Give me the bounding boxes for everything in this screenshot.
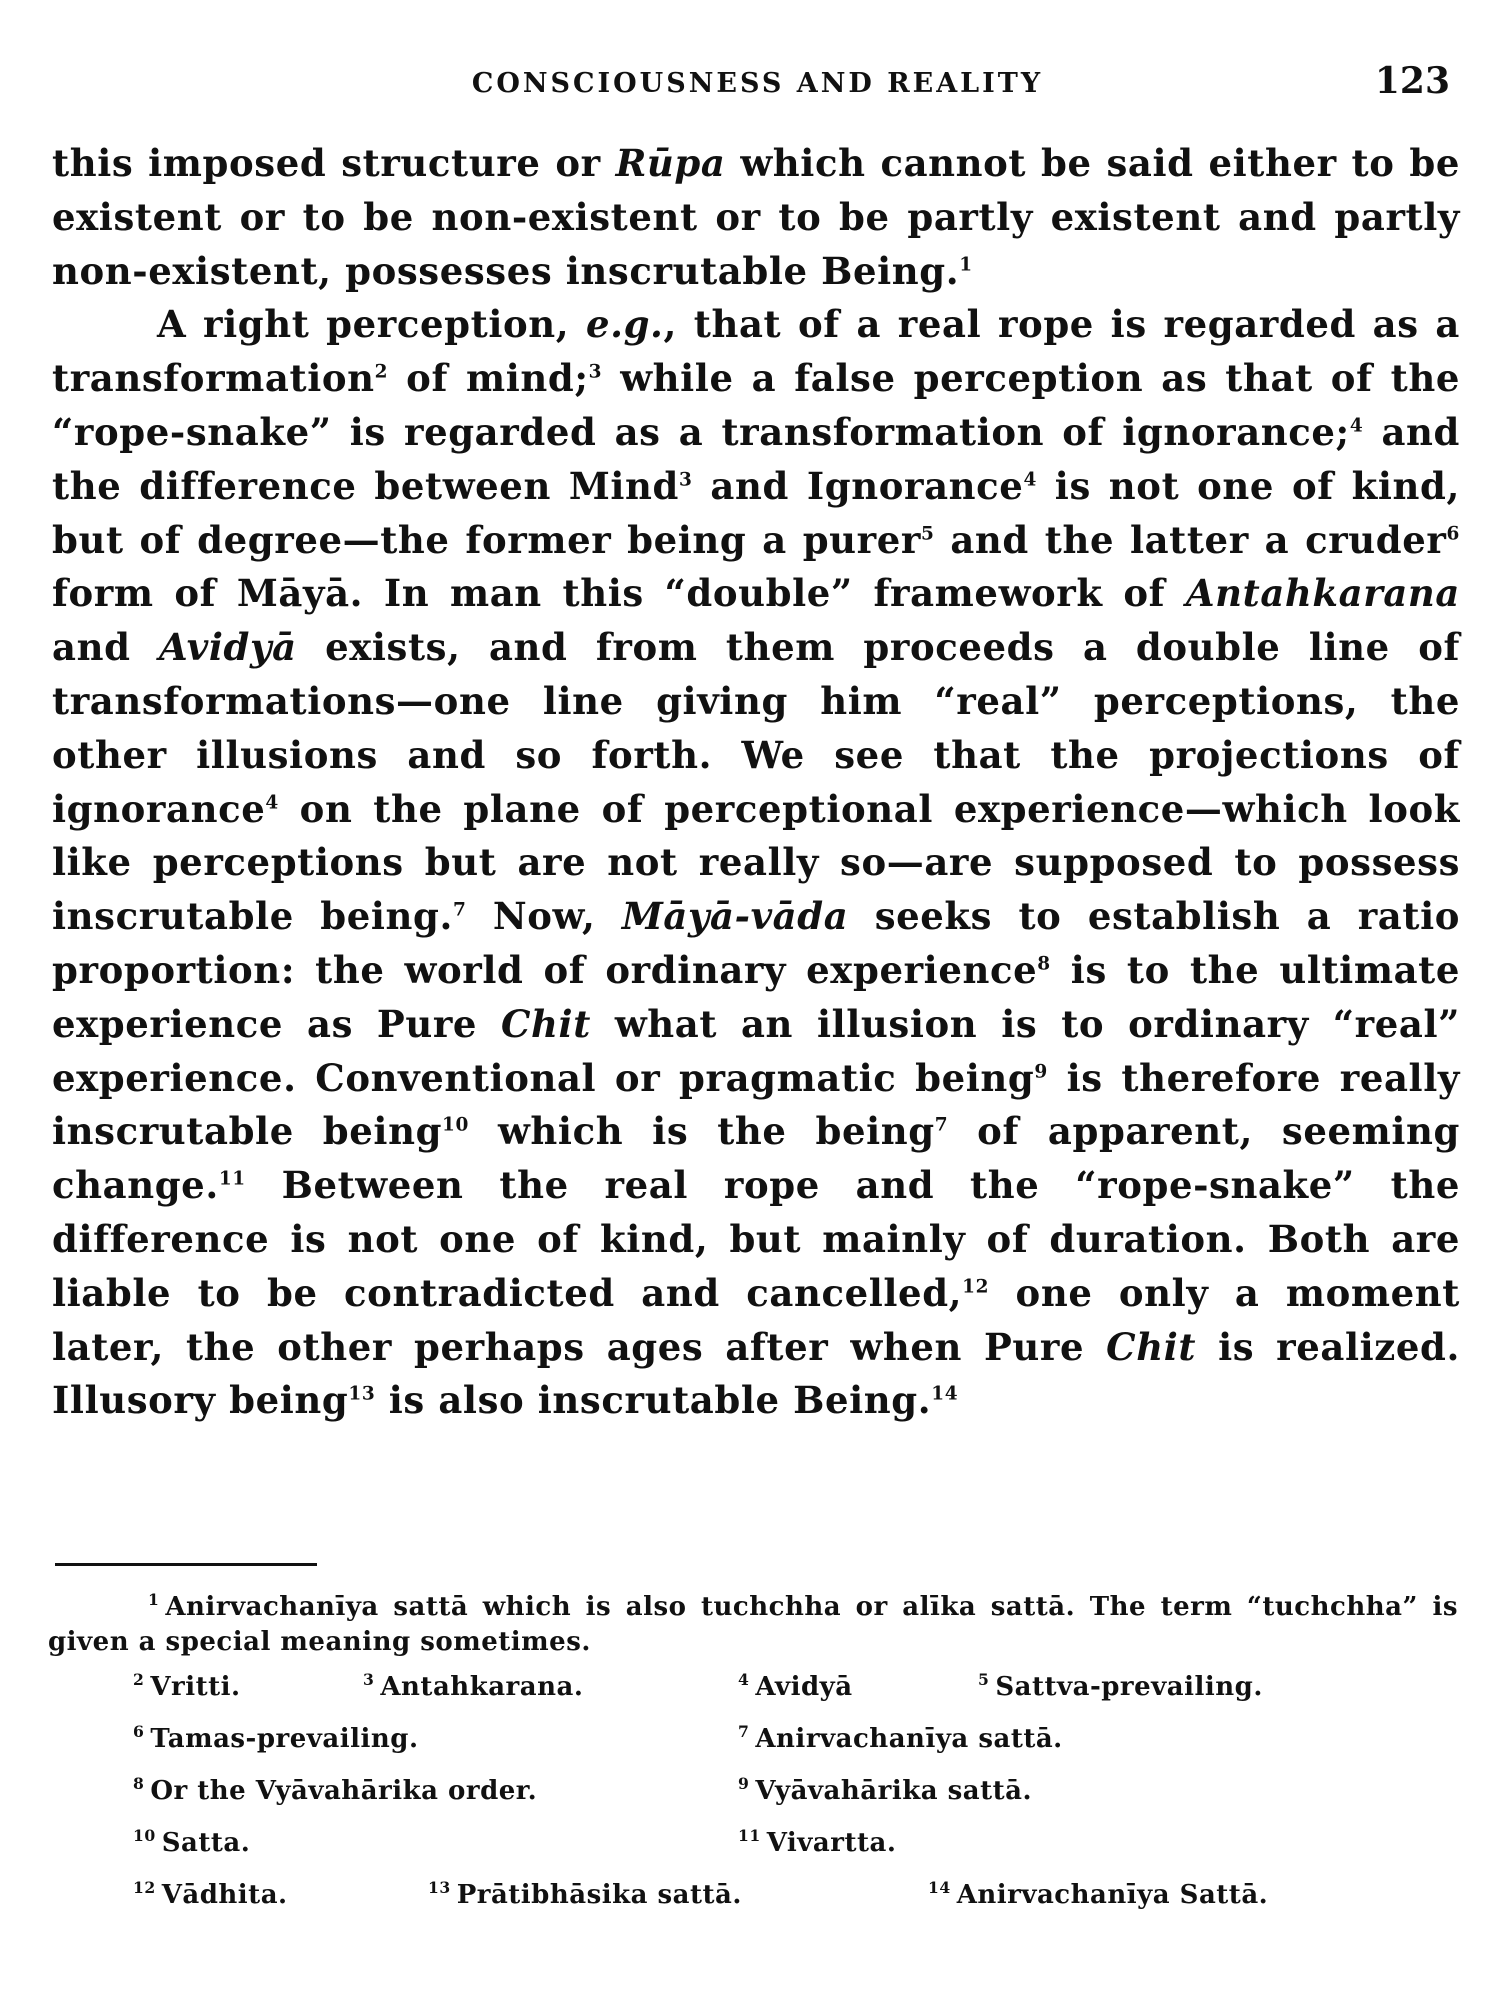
footnote-1: $^1$ Anirvachanīya sattā which is also tuchchha or alīka sattā. The term “tuchchha” is given a special meaning sometimes. bbox=[48, 1590, 1458, 1657]
footnote-item: $^2$ Vritti. bbox=[133, 1670, 241, 1702]
footnote-ref: 12 bbox=[962, 1276, 990, 1298]
footnote-row bbox=[48, 1776, 1458, 1828]
footnote-item: $^5$ Sattva-prevailing. bbox=[978, 1670, 1263, 1702]
footnote-ref: 4 bbox=[1023, 469, 1037, 491]
paragraph-2: A right perception, e.g., that of a real rope is regarded as a transformation$^2$ of mind;$^3$ while a false perception as that of the “rope-snake” is regarded as a transformation of ignorance;$^4$ and the difference between Mind$^3$ and Ignorance$^4$ is not one of kind, but of degree—the former being a purer$^5$ and the latter a cruder$^6$ form of Māyā. In man this “double” framework of Antahkarana and Avidyā exists, and from them proceeds a double line of transformations—one line giving him “real” perceptions, the other illusions and so forth. We see that the projections of ignorance$^4$ on the plane of perceptional experience—which look like perceptions but are not really so—are supposed to possess inscrutable being.$^7$ Now, Māyā-vāda seeks to establish a ratio proportion: the world of ordinary experience$^8$ is to the ultimate experience as Pure Chit what an illusion is to ordinary “real” experience. Conventional or pragmatic being$^9$ is therefore really inscrutable being$^{10}$ which is the being$^7$ of apparent, seeming change.$^{11}$ Between the real rope and the “rope-snake” the difference is not one of kind, but mainly of duration. Both are liable to be contradicted and cancelled,$^{12}$ one only a moment later, the other perhaps ages after when Pure Chit is realized. Illusory being$^{13}$ is also inscrutable Being.$^{14}$ bbox=[52, 302, 1461, 1423]
main-text bbox=[52, 137, 1460, 1428]
footnote-ref: 5 bbox=[921, 523, 935, 545]
footnote-ref: 10 bbox=[442, 1115, 469, 1137]
footnote-ref: 9 bbox=[1034, 1061, 1048, 1083]
footnote-item: $^4$ Avidyā bbox=[738, 1670, 853, 1702]
footnote-row bbox=[48, 1672, 1458, 1724]
footnote-ref: 1 bbox=[959, 254, 973, 276]
footnote-ref: 11 bbox=[218, 1168, 246, 1190]
page-header bbox=[55, 60, 1460, 110]
footnote-ref: 4 bbox=[265, 792, 279, 814]
footnote-row bbox=[48, 1880, 1458, 1932]
footnote-item: $^{11}$ Vivartta. bbox=[738, 1826, 897, 1858]
footnote-item: $^{12}$ Vādhita. bbox=[133, 1878, 288, 1910]
footnote-item: $^8$ Or the Vyāvahārika order. bbox=[133, 1774, 538, 1806]
footnote-ref: 6 bbox=[1446, 523, 1460, 545]
footnote-ref: 3 bbox=[679, 469, 693, 491]
footnote-item: $^{10}$ Satta. bbox=[133, 1826, 251, 1858]
footnote-item: $^9$ Vyāvahārika sattā. bbox=[738, 1774, 1033, 1806]
footnote-divider bbox=[55, 1563, 317, 1566]
footnote-ref: 7 bbox=[934, 1115, 949, 1137]
footnote-ref: 14 bbox=[931, 1384, 959, 1405]
footnote-row bbox=[48, 1724, 1458, 1776]
footnote-item: $^7$ Anirvachanīya sattā. bbox=[738, 1722, 1063, 1754]
footnote-ref: 13 bbox=[348, 1384, 376, 1405]
footnote-item: $^{13}$ Prātibhāsika sattā. bbox=[428, 1878, 742, 1910]
running-title: CONSCIOUSNESS AND REALITY bbox=[471, 68, 1044, 99]
page-number: 123 bbox=[1374, 60, 1450, 102]
footnote-row bbox=[48, 1828, 1458, 1880]
footnote-ref: 7 bbox=[452, 899, 467, 921]
paragraph-1: this imposed structure or Rūpa which cannot be said either to be existent or to be non-existent or to be partly existent and partly non-existent, possesses inscrutable Being.$^1$ bbox=[52, 141, 1460, 293]
footnote-item: $^6$ Tamas-prevailing. bbox=[133, 1722, 419, 1754]
footnote-item: $^{14}$ Anirvachanīya Sattā. bbox=[928, 1878, 1269, 1910]
footnote-item: $^3$ Antahkarana. bbox=[363, 1670, 584, 1702]
footnote-ref: 4 bbox=[1349, 415, 1364, 437]
footnote-ref: 3 bbox=[588, 361, 603, 383]
footnote-ref: 8 bbox=[1037, 953, 1051, 975]
footnotes bbox=[48, 1590, 1458, 1932]
footnote-ref: 2 bbox=[374, 361, 389, 383]
